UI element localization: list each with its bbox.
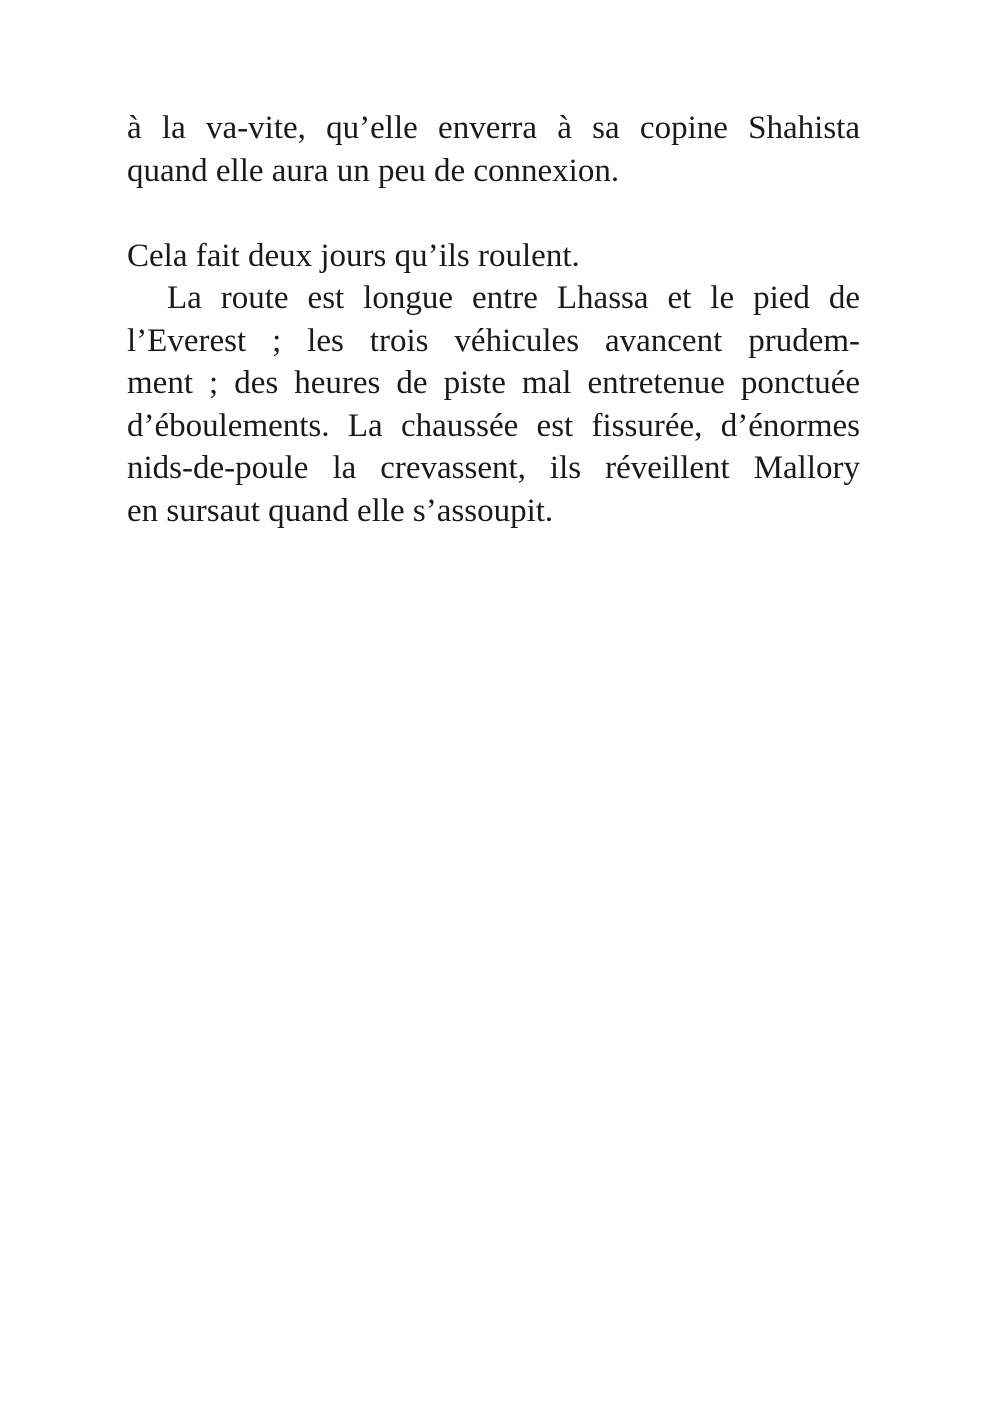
paragraph-gap [127,192,860,235]
text-line: quand elle aura un peu de connexion. [127,152,620,189]
text-line: d’éboulements. La chaussée est fissurée, d’énormes [127,407,860,444]
text-line: La route est longue entre Lhassa et le pied de [167,280,860,316]
text-line: ment ; des heures de piste mal entretenue ponctuée [127,365,860,401]
text-line: nids-de-poule la crevassent, ils réveillent Mallory [127,450,860,486]
text-line: Cela fait deux jours qu’ils roulent. [127,237,580,274]
text-line: à la va-vite, qu’elle enverra à sa copine Shahista [127,110,860,146]
paragraph-3 [127,277,860,532]
text-line: l’Everest ; les trois véhicules avancent prudem- [127,322,860,359]
paragraph-1 [127,107,860,192]
body-text [127,107,860,532]
paragraph-2 [127,235,860,278]
text-line: en sursaut quand elle s’assoupit. [127,492,554,529]
